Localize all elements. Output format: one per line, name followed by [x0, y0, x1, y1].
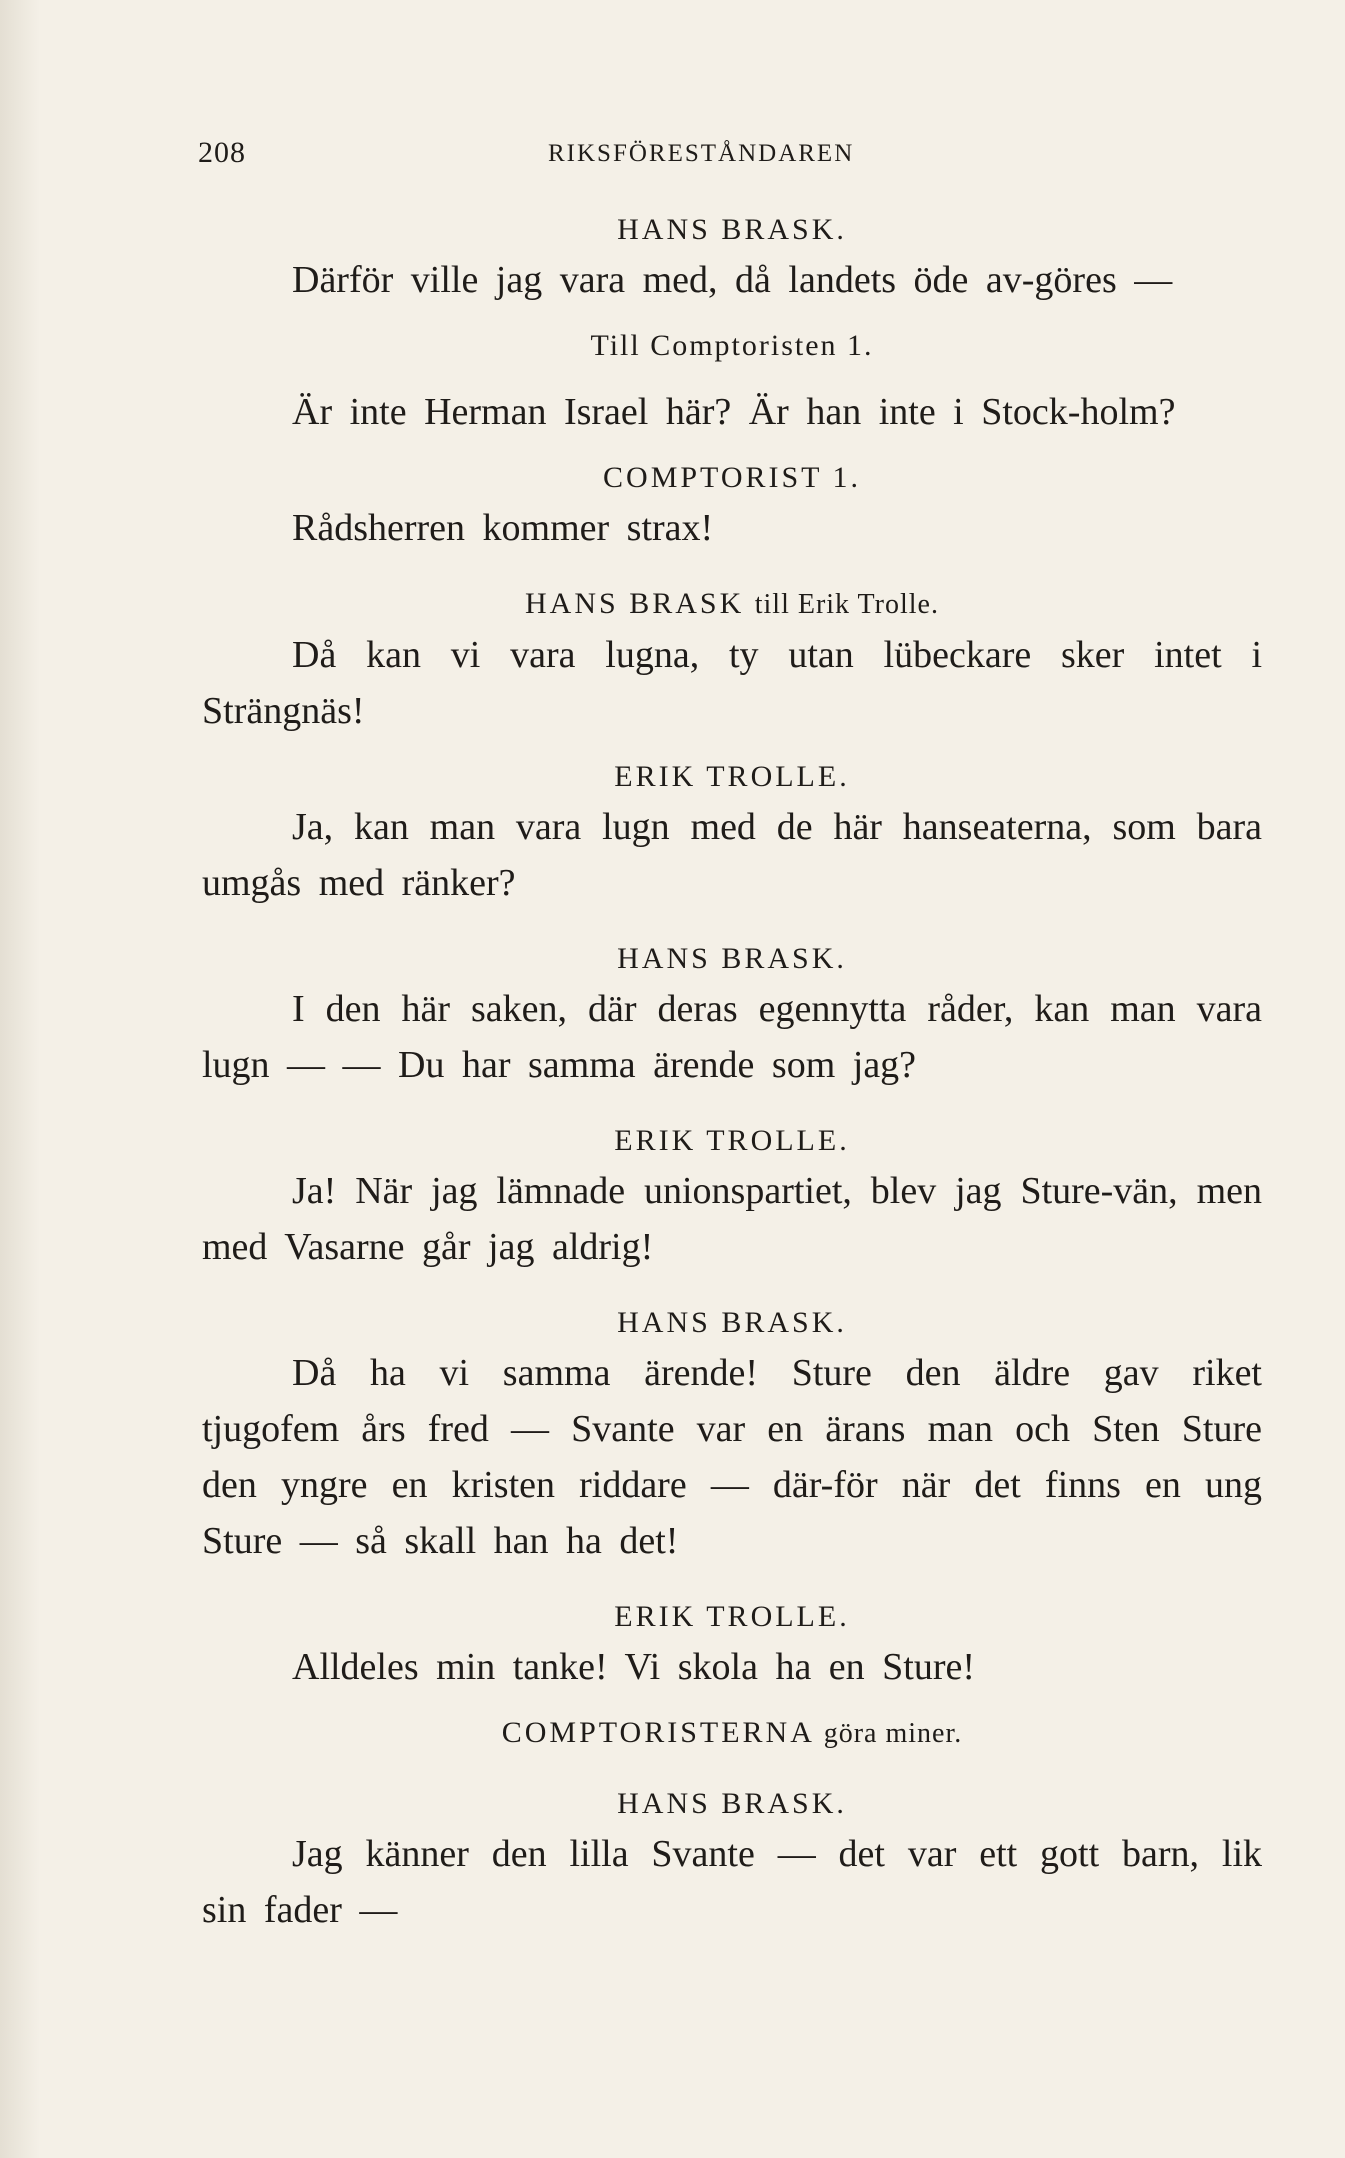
speaker-heading: [202, 937, 1262, 981]
speaker-heading: [202, 1782, 1262, 1826]
speech-paragraph: Jag känner den lilla Svante — det var ett gott barn, lik sin fader —: [202, 1833, 1262, 1931]
speaker-name: HANS BRASK.: [617, 1306, 847, 1339]
play-text: [202, 208, 1262, 1938]
speaker-name: HANS BRASK.: [617, 213, 847, 246]
speech-paragraph: Då kan vi vara lugna, ty utan lübeckare sker intet i Strängnäs!: [202, 634, 1262, 732]
running-head: [198, 136, 1158, 176]
speaker-heading: [202, 1301, 1262, 1345]
speech-paragraph: Ja, kan man vara lugn med de här hanseaterna, som bara umgås med ränker?: [202, 806, 1262, 904]
stage-direction: Till Comptoristen 1.: [590, 329, 874, 362]
speaker-name: ERIK TROLLE.: [614, 760, 850, 793]
speaker-heading: [202, 755, 1262, 799]
speech-paragraph: I den här saken, där deras egennytta råder, kan man vara lugn — — Du har samma ärende som jag?: [202, 988, 1262, 1086]
speaker-heading: [202, 582, 1262, 627]
speech-paragraph: Rådsherren kommer strax!: [292, 507, 714, 549]
running-title: RIKSFÖRESTÅNDAREN: [548, 140, 855, 167]
speaker-name: COMPTORISTERNA: [501, 1716, 814, 1749]
speaker-heading: [202, 456, 1262, 500]
speaker-name: ERIK TROLLE.: [614, 1124, 850, 1157]
speech-paragraph: Därför ville jag vara med, då landets öde av-göres —: [292, 259, 1173, 301]
speaker-name: HANS BRASK.: [617, 1787, 847, 1820]
speech-paragraph: Då ha vi samma ärende! Sture den äldre gav riket tjugofem års fred — Svante var en ärans man och Sten Sture den yngre en kristen riddare — där-för när det finns en ung Sture — så skall han ha det!: [202, 1352, 1262, 1562]
speaker-name: HANS BRASK: [525, 587, 745, 620]
speaker-heading: [202, 1119, 1262, 1163]
speaker-name: COMPTORIST 1.: [603, 461, 861, 494]
speaker-name: ERIK TROLLE.: [614, 1600, 850, 1633]
speaker-heading: [202, 1595, 1262, 1639]
speech-paragraph: Är inte Herman Israel här? Är han inte i Stock-holm?: [292, 391, 1176, 433]
speaker-name: HANS BRASK.: [617, 942, 847, 975]
speaker-heading: [202, 208, 1262, 252]
speech-paragraph: Alldeles min tanke! Vi skola ha en Sture!: [292, 1646, 976, 1688]
speech-paragraph: Ja! När jag lämnade unionspartiet, blev jag Sture-vän, men med Vasarne går jag aldrig!: [202, 1170, 1262, 1268]
page-number: 208: [198, 136, 246, 169]
speaker-heading: [202, 1711, 1262, 1756]
speaker-direction: göra miner.: [823, 1718, 963, 1749]
speaker-direction: till Erik Trolle.: [754, 589, 939, 620]
